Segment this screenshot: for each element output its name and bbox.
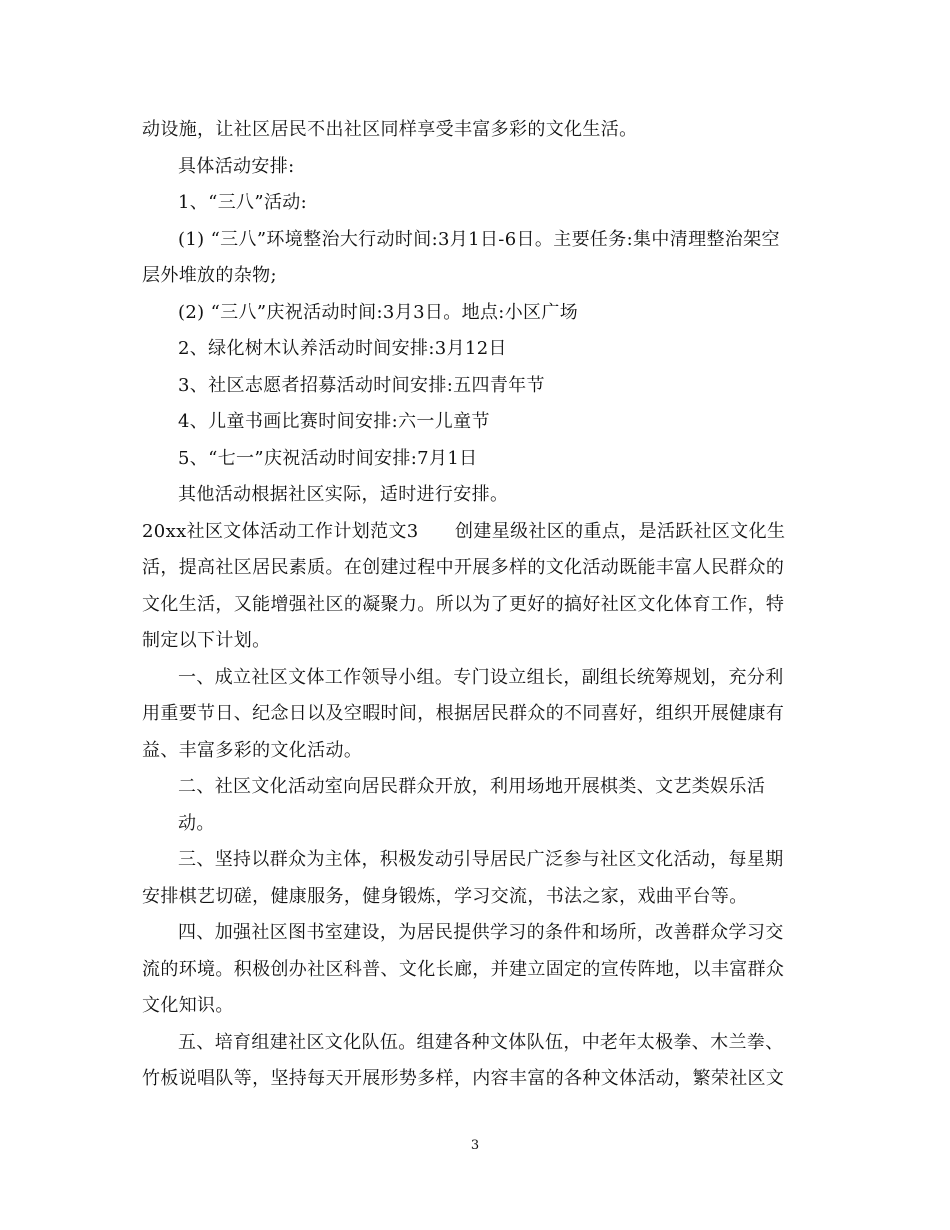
text-line: 制定以下计划。 [142,630,271,651]
text-line: 文化生活，又能增强社区的凝聚力。所以为了更好的搞好社区文化体育工作，特 [142,594,785,615]
text-line: 益、丰富多彩的文化活动。 [142,740,363,761]
section-heading-line: 20xx社区文体活动工作计划范文3 创建星级社区的重点，是活跃社区文化生 [142,521,786,542]
text-line: 一、成立社区文体工作领导小组。专门设立组长，副组长统筹规划，充分利 [178,667,784,688]
text-line: 动。 [178,813,215,834]
page-number: 3 [470,1138,480,1153]
text-line: 安排棋艺切磋，健康服务，健身锻炼，学习交流，书法之家，戏曲平台等。 [142,886,748,907]
text-line: 活，提高社区居民素质。在创建过程中开展多样的文化活动既能丰富人民群众的 [142,557,785,578]
text-line: 动设施，让社区居民不出社区同样享受丰富多彩的文化生活。 [142,119,638,140]
text-line: 1、“三八”活动: [178,192,308,213]
text-line: 二、社区文化活动室向居民群众开放，利用场地开展棋类、文艺类娱乐活 [178,776,766,797]
text-line: 其他活动根据社区实际，适时进行安排。 [178,484,509,505]
text-line: 竹板说唱队等，坚持每天开展形势多样，内容丰富的各种文体活动，繁荣社区文 [142,1068,785,1089]
text-line: 具体活动安排: [178,156,295,177]
text-line: 文化知识。 [142,995,234,1016]
text-line: (1) “三八”环境整治大行动时间:3月1日-6日。主要任务:集中清理整治架空 [178,229,780,250]
text-line: 五、培育组建社区文化队伍。组建各种文体队伍，中老年太极拳、木兰拳、 [178,1032,784,1053]
text-line: 3、社区志愿者招募活动时间安排:五四青年节 [178,375,545,396]
text-line: 用重要节日、纪念日以及空暇时间，根据居民群众的不同喜好，组织开展健康有 [142,703,785,724]
text-line: 三、坚持以群众为主体，积极发动引导居民广泛参与社区文化活动，每星期 [178,849,784,870]
text-line: 4、儿童书画比赛时间安排:六一儿童节 [178,411,490,432]
text-line: 层外堆放的杂物; [142,265,277,286]
text-line: 5、“七一”庆祝活动时间安排:7月1日 [178,448,478,469]
text-line: 四、加强社区图书室建设，为居民提供学习的条件和场所，改善群众学习交 [178,922,784,943]
text-line: 流的环境。积极创办社区科普、文化长廊，并建立固定的宣传阵地，以丰富群众 [142,959,785,980]
text-line: (2) “三八”庆祝活动时间:3月3日。地点:小区广场 [178,302,579,323]
text-line: 2、绿化树木认养活动时间安排:3月12日 [178,338,507,359]
